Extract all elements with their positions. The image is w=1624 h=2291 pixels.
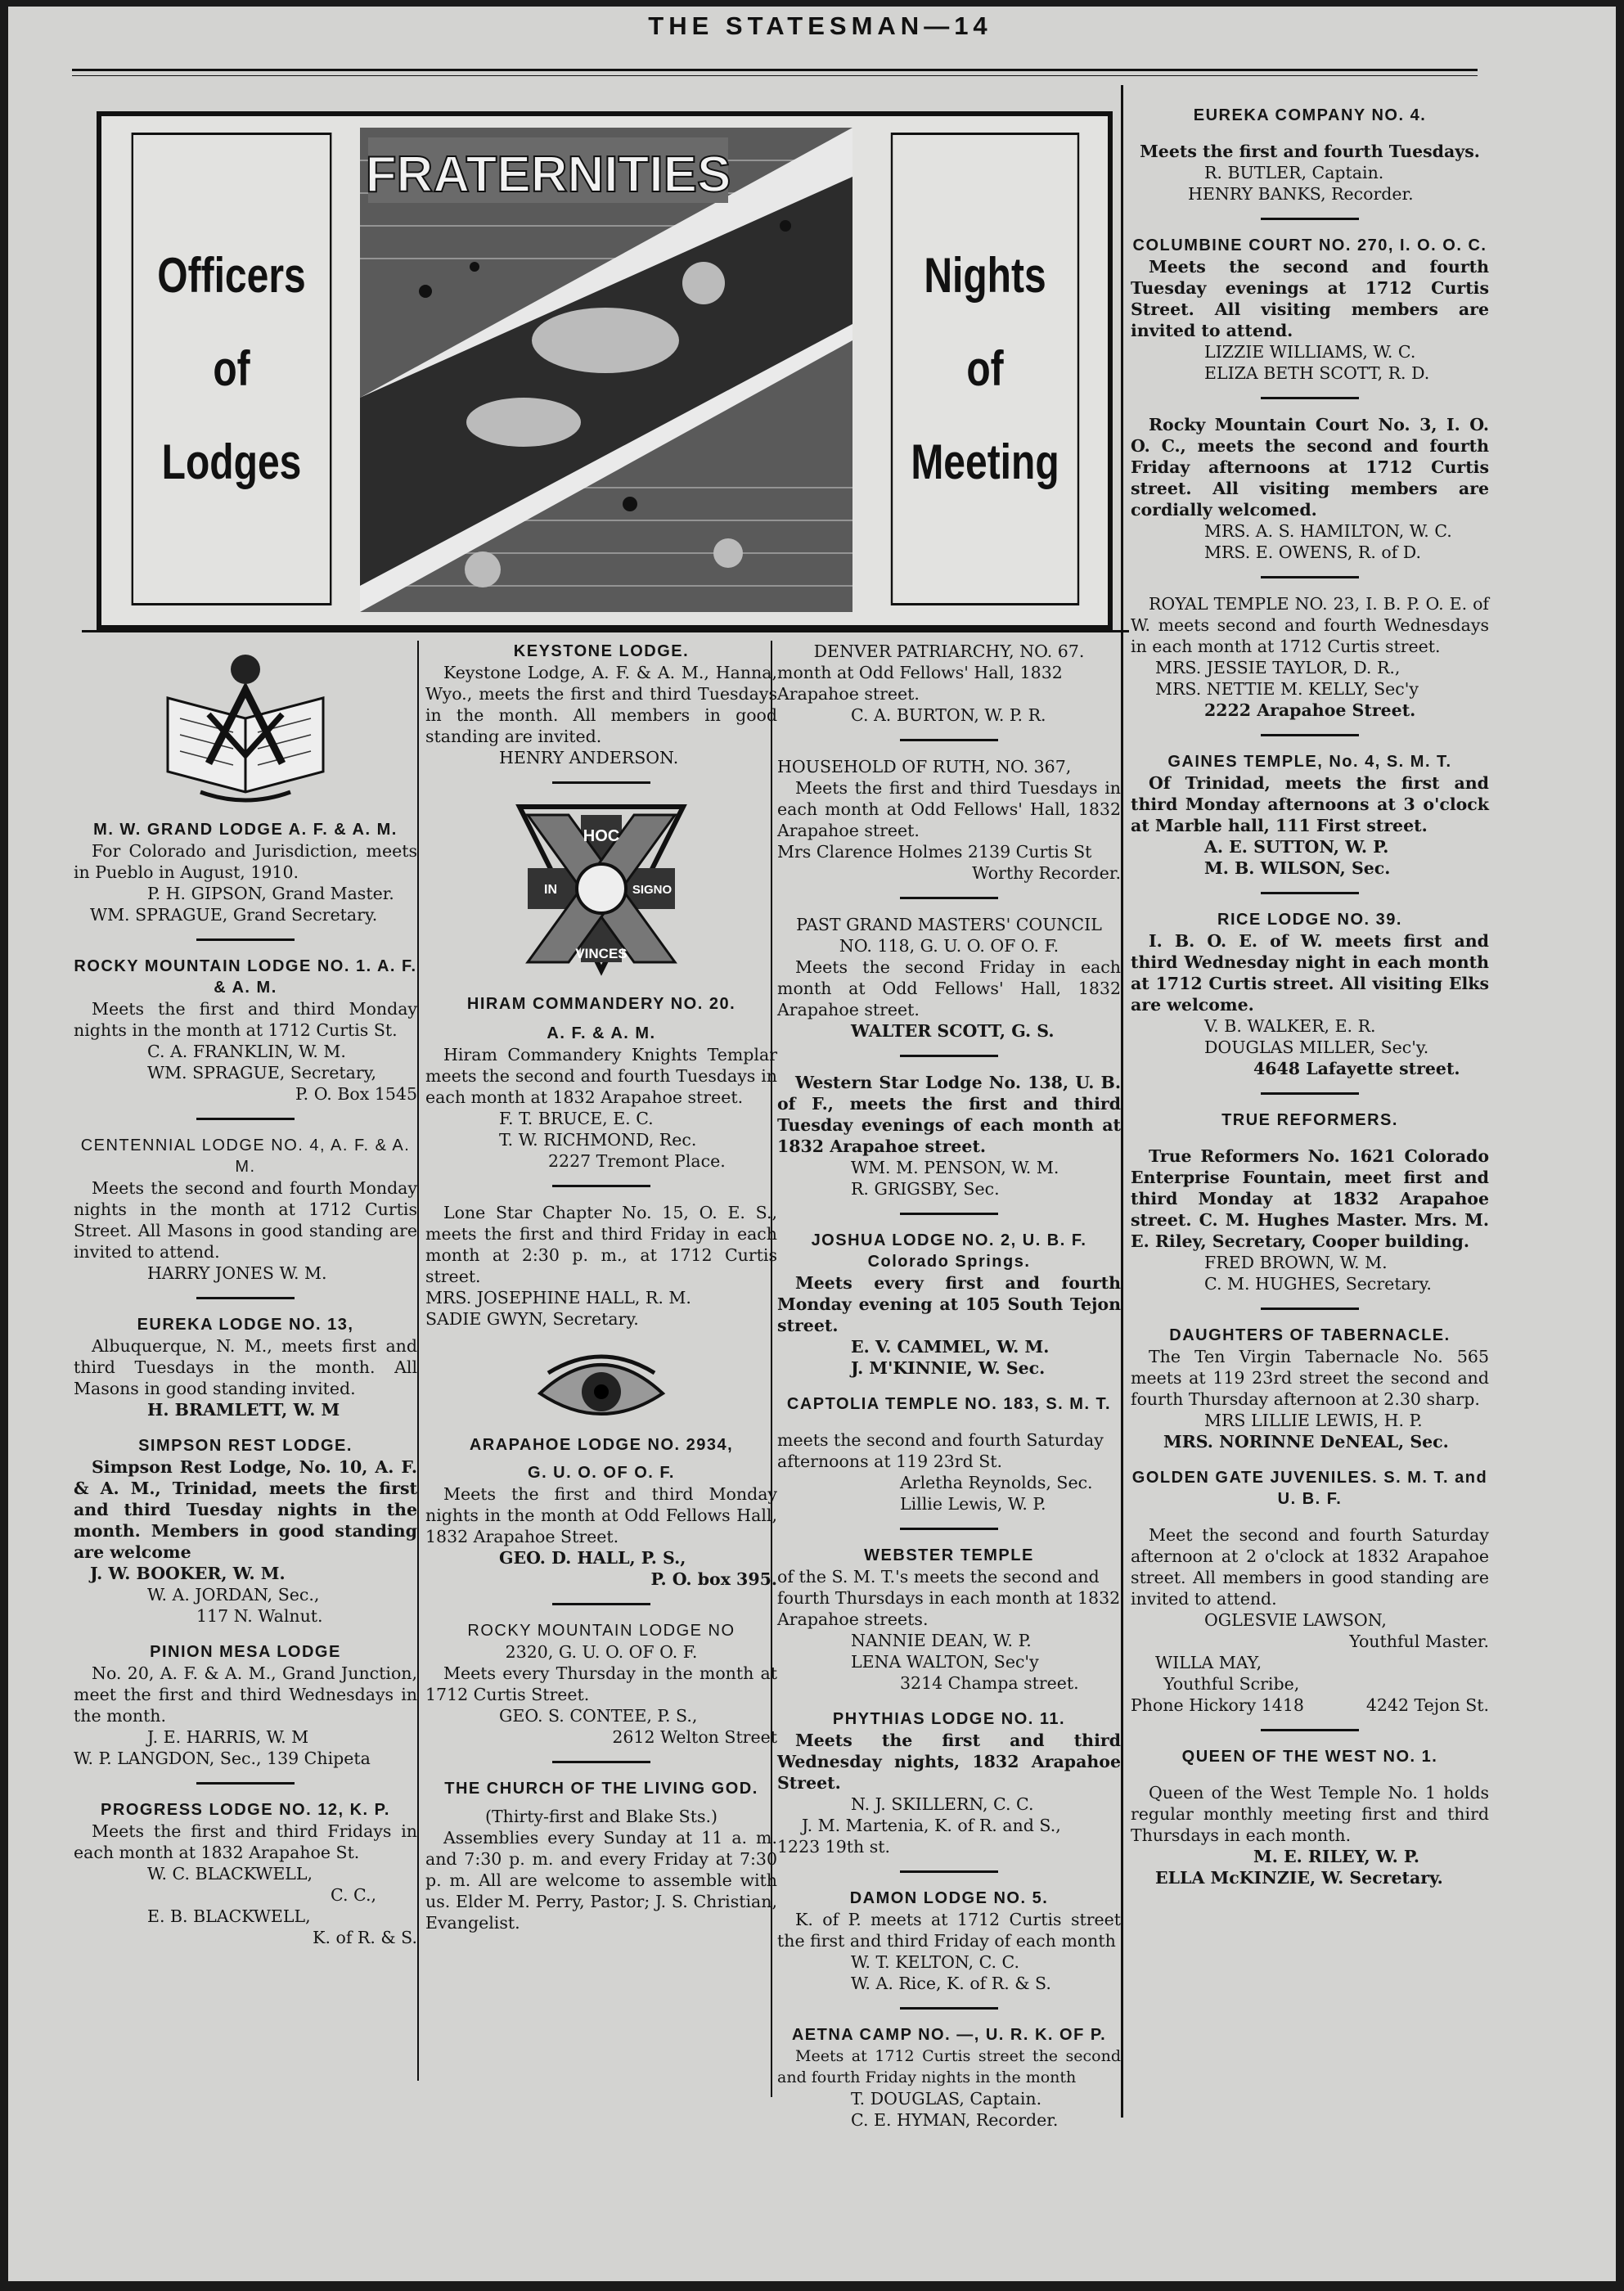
joshua-lodge-sig-2: J. M'KINNIE, W. Sec. [851, 1358, 1046, 1378]
damon-lodge-text: K. of P. meets at 1712 Curtis street the first and third Friday of each month [777, 1910, 1121, 1951]
divider [900, 897, 998, 899]
masthead-rule-thin [72, 75, 1478, 76]
church-living-god-location: (Thirty-first and Blake Sts.) [484, 1807, 718, 1826]
eureka-lodge-text: Albuquerque, N. M., meets first and third Tuesdays in the month. All Masons in good standing invited. [74, 1336, 417, 1398]
rice-lodge-text: I. B. O. E. of W. meets first and third Wednesday night in each month at 1712 Curtis street. All visiting Elks are welcome. [1131, 931, 1489, 1015]
emblem-signo: SIGNO [632, 883, 673, 897]
hiram-commandery-sig-3: 2227 Tremont Place. [548, 1151, 726, 1171]
captolia-temple-heading: CAPTOLIA TEMPLE NO. 183, S. M. T. [786, 1395, 1112, 1413]
fraternities-art-svg [360, 128, 852, 612]
webster-temple-sig-1: NANNIE DEAN, W. P. [851, 1631, 1032, 1650]
rice-lodge-heading: RICE LODGE NO. 39. [1217, 911, 1402, 929]
columbine-court-heading: COLUMBINE COURT NO. 270, I. O. O. C. [1132, 236, 1487, 254]
nights-of-meeting-panel [891, 133, 1079, 605]
aetna-camp-heading: AETNA CAMP NO. —, U. R. K. OF P. [791, 2026, 1107, 2044]
rocky-mountain-lodge-heading: ROCKY MOUNTAIN LODGE NO. 1. A. F. & A. M. [74, 957, 417, 997]
rocky-mountain-court-sig-1: MRS. A. S. HAMILTON, W. C. [1204, 521, 1452, 541]
banner-bottom-rule [82, 630, 1129, 632]
arapahoe-lodge-subheading: G. U. O. OF O. F. [528, 1464, 675, 1482]
rocky-mountain-odd-fellows-text: Meets every Thursday in the month at 1712 Curtis Street. [425, 1663, 777, 1704]
arapahoe-lodge-heading: ARAPAHOE LODGE NO. 2934, [469, 1436, 734, 1454]
golden-gate-juveniles-sig-3: WILLA MAY, [1155, 1653, 1262, 1672]
past-grand-masters-text: Meets the second Friday in each month at Odd Fellows' Hall, 1832 Arapahoe street. [777, 957, 1121, 1019]
divider [196, 1118, 295, 1120]
divider [196, 1782, 295, 1785]
divider [900, 2007, 998, 2010]
hiram-commandery-sig-1: F. T. BRUCE, E. C. [499, 1109, 654, 1128]
rocky-mountain-odd-fellows-sig-2: 2612 Welton Street [612, 1727, 777, 1747]
true-reformers-text: True Reformers No. 1621 Colorado Enterprise Fountain, meet first and third Monday at 1832 Arapahoe street. C. M. Hughes Master. Mrs. M. E. Riley, Secretary, Cooper building. [1131, 1146, 1489, 1251]
rocky-mountain-odd-fellows-heading: ROCKY MOUNTAIN LODGE NO [467, 1622, 736, 1640]
column-4 [1131, 105, 1489, 1888]
grand-lodge-sig-1: P. H. GIPSON, Grand Master. [147, 884, 394, 903]
rice-lodge-sig-1: V. B. WALKER, E. R. [1204, 1016, 1376, 1036]
true-reformers-sig-1: FRED BROWN, W. M. [1204, 1253, 1388, 1272]
emblem-vinces: VINCES [575, 946, 628, 961]
church-living-god-text: Assemblies every Sunday at 11 a. m. and 7:30 p. m. and every Friday at 7:30 p. m. All are welcome to assemble with us. Elder M. Perry, Pastor; J. S. Christian, Evangelist. [425, 1828, 777, 1933]
denver-patriarchy-sig: C. A. BURTON, W. P. R. [851, 705, 1046, 725]
western-star-lodge-sig-1: WM. M. PENSON, W. M. [851, 1158, 1059, 1177]
simpson-rest-sig-1: J. W. BOOKER, W. M. [90, 1564, 286, 1583]
captolia-temple-text: meets the second and fourth Saturday afternoons at 119 23rd St. [777, 1430, 1104, 1471]
damon-lodge-sig-1: W. T. KELTON, C. C. [851, 1952, 1020, 1972]
household-of-ruth-sig-1: Mrs Clarence Holmes 2139 Curtis St [777, 842, 1092, 862]
church-living-god-heading: THE CHURCH OF THE LIVING GOD. [444, 1780, 758, 1798]
divider [1261, 1729, 1359, 1731]
gaines-temple-sig-2: M. B. WILSON, Sec. [1204, 858, 1391, 878]
household-of-ruth-text: Meets the first and third Tuesdays in each month at Odd Fellows' Hall, 1832 Arapahoe street. [777, 778, 1121, 840]
royal-temple-text: ROYAL TEMPLE NO. 23, I. B. P. O. E. of W. meets second and fourth Wednesdays in each month at 1712 Curtis street. [1131, 594, 1489, 656]
column-3 [777, 641, 1121, 2131]
divider [552, 1603, 650, 1605]
columbine-court-sig-1: LIZZIE WILLIAMS, W. C. [1204, 342, 1416, 362]
divider [1261, 892, 1359, 894]
joshua-lodge-text: Meets every first and fourth Monday evening at 105 South Tejon street. [777, 1273, 1121, 1335]
past-grand-masters-sig: WALTER SCOTT, G. S. [851, 1021, 1055, 1041]
phythias-lodge-sig-3: 1223 19th st. [777, 1837, 891, 1857]
progress-lodge-heading: PROGRESS LODGE NO. 12, K. P. [101, 1801, 390, 1819]
eureka-company-text: Meets the first and fourth Tuesdays. [1140, 142, 1480, 161]
hiram-commandery-sig-2: T. W. RICHMOND, Rec. [499, 1130, 697, 1150]
western-star-lodge-sig-2: R. GRIGSBY, Sec. [851, 1179, 1000, 1199]
joshua-lodge-sig-1: E. V. CAMMEL, W. M. [851, 1337, 1050, 1357]
column-2 [425, 641, 777, 1933]
rocky-mountain-lodge-sig-3: P. O. Box 1545 [295, 1084, 417, 1104]
joshua-lodge-heading: JOSHUA LODGE NO. 2, U. B. F. Colorado Springs. [811, 1231, 1087, 1271]
templar-cross-emblem-icon [511, 799, 691, 979]
grand-lodge-sig-2: WM. SPRAGUE, Grand Secretary. [90, 905, 378, 925]
webster-temple-heading: WEBSTER TEMPLE [864, 1546, 1034, 1564]
open-bible-square-compass-icon [151, 641, 340, 804]
aetna-camp-text: Meets at 1712 Curtis street the second and fourth Friday nights in the month [777, 2047, 1121, 2086]
centennial-lodge-sig: HARRY JONES W. M. [147, 1263, 327, 1283]
fraternities-illustration [360, 128, 852, 612]
damon-lodge-sig-2: W. A. Rice, K. of R. & S. [851, 1974, 1051, 1993]
eureka-company-sig-2: HENRY BANKS, Recorder. [1188, 184, 1414, 204]
daughters-tabernacle-sig-2: MRS. NORINNE DeNEAL, Sec. [1163, 1432, 1449, 1452]
pinion-mesa-sig-1: J. E. HARRIS, W. M [147, 1727, 309, 1747]
phythias-lodge-sig-1: N. J. SKILLERN, C. C. [851, 1794, 1034, 1814]
divider [552, 1185, 650, 1187]
captolia-temple-sig-2: Lillie Lewis, W. P. [900, 1494, 1046, 1514]
rice-lodge-sig-2: DOUGLAS MILLER, Sec'y. [1204, 1037, 1429, 1057]
emblem-in: IN [544, 883, 557, 897]
columbine-court-text: Meets the second and fourth Tuesday evenings at 1712 Curtis Street. All visiting members are invited to attend. [1131, 257, 1489, 340]
webster-temple-sig-3: 3214 Champa street. [900, 1673, 1079, 1693]
progress-lodge-sig-4: K. of R. & S. [313, 1928, 417, 1947]
progress-lodge-sig-1: W. C. BLACKWELL, [147, 1864, 313, 1884]
daughters-tabernacle-heading: DAUGHTERS OF TABERNACLE. [1169, 1326, 1451, 1344]
divider [900, 1528, 998, 1530]
pinion-mesa-sig-2: W. P. LANGDON, Sec., 139 Chipeta [74, 1749, 371, 1768]
royal-temple-sig-3: 2222 Arapahoe Street. [1204, 700, 1416, 720]
arapahoe-lodge-sig-2: P. O. box 395. [650, 1569, 777, 1589]
banner-right-line-1: Nights [924, 248, 1046, 303]
column-divider-1 [417, 641, 419, 2081]
simpson-rest-sig-3: 117 N. Walnut. [196, 1606, 323, 1626]
household-of-ruth-heading: HOUSEHOLD OF RUTH, NO. 367, [777, 757, 1072, 776]
hiram-commandery-heading: HIRAM COMMANDERY NO. 20. [466, 995, 736, 1013]
grand-lodge-text: For Colorado and Jurisdiction, meets in Pueblo in August, 1910. [74, 841, 417, 882]
phythias-lodge-sig-2: J. M. Martenia, K. of R. and S., [802, 1816, 1061, 1835]
queen-of-the-west-sig-2: ELLA McKINZIE, W. Secretary. [1155, 1868, 1443, 1888]
damon-lodge-heading: DAMON LODGE NO. 5. [849, 1889, 1049, 1907]
simpson-rest-heading: SIMPSON REST LODGE. [138, 1437, 353, 1455]
keystone-lodge-sig: HENRY ANDERSON. [499, 748, 679, 767]
banner-right-line-3: Meeting [911, 434, 1059, 489]
progress-lodge-text: Meets the first and third Fridays in each month at 1832 Arapahoe St. [74, 1821, 417, 1862]
rocky-mountain-odd-fellows-sig-1: GEO. S. CONTEE, P. S., [499, 1706, 698, 1726]
lone-star-chapter-sig-1: MRS. JOSEPHINE HALL, R. M. [425, 1288, 691, 1308]
golden-gate-juveniles-sig-2: Youthful Master. [1349, 1632, 1489, 1651]
rocky-mountain-lodge-sig-2: WM. SPRAGUE, Secretary, [147, 1063, 377, 1082]
rocky-mountain-lodge-sig-1: C. A. FRANKLIN, W. M. [147, 1042, 346, 1061]
simpson-rest-sig-2: W. A. JORDAN, Sec., [147, 1585, 320, 1605]
queen-of-the-west-heading: QUEEN OF THE WEST NO. 1. [1181, 1748, 1438, 1766]
banner-left-line-2: of [213, 341, 250, 396]
webster-temple-text: of the S. M. T.'s meets the second and fourth Thursdays in each month at 1832 Arapahoe streets. [777, 1567, 1121, 1629]
centennial-lodge-heading: CENTENNIAL LODGE NO. 4, A. F. & A. M. [80, 1136, 411, 1176]
daughters-tabernacle-text: The Ten Virgin Tabernacle No. 565 meets at 119 23rd street the second and fourth Thursday afternoon at 2.30 sharp. [1131, 1347, 1489, 1409]
gaines-temple-text: Of Trinidad, meets the first and third Monday afternoons at 3 o'clock at Marble hall, 111 First street. [1131, 773, 1489, 835]
true-reformers-sig-2: C. M. HUGHES, Secretary. [1204, 1274, 1432, 1294]
royal-temple-sig-1: MRS. JESSIE TAYLOR, D. R., [1155, 658, 1401, 677]
eureka-company-heading: EUREKA COMPANY NO. 4. [1193, 106, 1427, 124]
captolia-temple-sig-1: Arletha Reynolds, Sec. [900, 1473, 1093, 1492]
arapahoe-lodge-sig-1: GEO. D. HALL, P. S., [499, 1548, 686, 1568]
fraternities-banner [97, 111, 1113, 630]
aetna-camp-sig-1: T. DOUGLAS, Captain. [851, 2089, 1042, 2109]
eureka-lodge-heading: EUREKA LODGE NO. 13, [137, 1316, 354, 1334]
columbine-court-sig-2: ELIZA BETH SCOTT, R. D. [1204, 363, 1430, 383]
denver-patriarchy-heading: DENVER PATRIARCHY, NO. 67. [813, 641, 1085, 661]
divider [196, 1297, 295, 1299]
keystone-lodge-text: Keystone Lodge, A. F. & A. M., Hanna, Wyo., meets the first and third Tuesdays in the month. All members in good standing are invited. [425, 663, 777, 746]
true-reformers-heading: TRUE REFORMERS. [1221, 1111, 1398, 1129]
keystone-lodge-heading: KEYSTONE LODGE. [513, 642, 690, 660]
pinion-mesa-heading: PINION MESA LODGE [150, 1643, 341, 1661]
lone-star-chapter-sig-2: SADIE GWYN, Secretary. [425, 1309, 639, 1329]
queen-of-the-west-sig-1: M. E. RILEY, W. P. [1253, 1847, 1420, 1866]
golden-gate-juveniles-text: Meet the second and fourth Saturday afternoon at 2 o'clock at 1832 Arapahoe street. All members in good standing are invited to attend. [1131, 1525, 1489, 1609]
golden-gate-juveniles-phone: Phone Hickory 1418 [1131, 1695, 1304, 1715]
divider [1261, 218, 1359, 220]
all-seeing-eye-icon [532, 1344, 671, 1434]
progress-lodge-sig-3: E. B. BLACKWELL, [147, 1906, 311, 1926]
gaines-temple-sig-1: A. E. SUTTON, W. P. [1204, 837, 1389, 857]
daughters-tabernacle-sig-1: MRS LILLIE LEWIS, H. P. [1204, 1411, 1423, 1430]
divider [1261, 1092, 1359, 1095]
hiram-commandery-subheading: A. F. & A. M. [547, 1024, 656, 1042]
past-grand-masters-heading: PAST GRAND MASTERS' COUNCIL NO. 118, G. U. O. OF O. F. [796, 915, 1102, 956]
centennial-lodge-text: Meets the second and fourth Monday nights in the month at 1712 Curtis Street. All Masons in good standing are invited to attend. [74, 1178, 417, 1262]
rocky-mountain-court-sig-2: MRS. E. OWENS, R. of D. [1204, 542, 1422, 562]
phythias-lodge-text: Meets the first and third Wednesday nights, 1832 Arapahoe Street. [777, 1731, 1121, 1793]
golden-gate-juveniles-heading: GOLDEN GATE JUVENILES. S. M. T. and U. B. F. [1131, 1469, 1488, 1508]
fraternities-title: FRATERNITIES [365, 146, 731, 203]
lone-star-chapter-text: Lone Star Chapter No. 15, O. E. S., meets the first and third Friday in each month at 2:30 p. m., at 1712 Curtis street. [425, 1203, 777, 1286]
emblem-hoc: HOC [583, 827, 620, 845]
officers-of-lodges-panel [132, 133, 332, 605]
webster-temple-sig-2: LENA WALTON, Sec'y [851, 1652, 1039, 1672]
aetna-camp-sig-2: C. E. HYMAN, Recorder. [851, 2110, 1059, 2130]
divider [1261, 1308, 1359, 1310]
royal-temple-sig-2: MRS. NETTIE M. KELLY, Sec'y [1155, 679, 1419, 699]
divider [900, 739, 998, 741]
divider [1261, 734, 1359, 736]
household-of-ruth-sig-2: Worthy Recorder. [972, 863, 1121, 883]
eureka-lodge-sig: H. BRAMLETT, W. M [147, 1400, 340, 1420]
column-1 [74, 641, 417, 1948]
denver-patriarchy-text: month at Odd Fellows' Hall, 1832 Arapahoe street. [777, 663, 1063, 704]
masthead: THE STATESMAN—14 [648, 11, 992, 40]
divider [900, 1055, 998, 1057]
hiram-commandery-text: Hiram Commandery Knights Templar meets the second and fourth Tuesdays in each month at 1832 Arapahoe street. [425, 1045, 777, 1107]
rocky-mountain-lodge-text: Meets the first and third Monday nights in the month at 1712 Curtis St. [74, 999, 417, 1040]
golden-gate-juveniles-sig-1: OGLESVIE LAWSON, [1204, 1610, 1387, 1630]
golden-gate-juveniles-sig-4: Youthful Scribe, [1163, 1674, 1300, 1694]
divider [552, 781, 650, 784]
banner-left-line-1: Officers [157, 248, 306, 303]
queen-of-the-west-text: Queen of the West Temple No. 1 holds regular monthly meeting first and third Thursdays in each month. [1131, 1783, 1489, 1845]
rocky-mountain-odd-fellows-subheading: 2320, G. U. O. OF O. F. [505, 1642, 698, 1662]
divider [1261, 397, 1359, 399]
golden-gate-juveniles-address: 4242 Tejon St. [1365, 1695, 1489, 1715]
pinion-mesa-text: No. 20, A. F. & A. M., Grand Junction, meet the first and third Wednesdays in the month. [74, 1663, 417, 1726]
simpson-rest-text: Simpson Rest Lodge, No. 10, A. F. & A. M., Trinidad, meets the first and third Tuesday nights in the month. Members in good standing are welcome [74, 1457, 417, 1562]
grand-lodge-heading: M. W. GRAND LODGE A. F. & A. M. [93, 821, 398, 839]
divider [900, 1213, 998, 1215]
western-star-lodge-text: Western Star Lodge No. 138, U. B. of F., meets the first and third Tuesday evenings of each month at 1832 Arapahoe street. [777, 1073, 1121, 1156]
banner-right-line-2: of [966, 341, 1004, 396]
divider [552, 1761, 650, 1763]
arapahoe-lodge-text: Meets the first and third Monday nights in the month at Odd Fellows Hall, 1832 Arapahoe Street. [425, 1484, 777, 1546]
progress-lodge-sig-2: C. C., [331, 1885, 376, 1905]
rice-lodge-sig-3: 4648 Lafayette street. [1253, 1059, 1460, 1078]
masthead-rule [72, 69, 1478, 71]
divider [1261, 576, 1359, 578]
column-divider-4 [1121, 85, 1123, 2118]
divider [900, 1870, 998, 1873]
banner-left-line-3: Lodges [161, 434, 302, 489]
gaines-temple-heading: GAINES TEMPLE, No. 4, S. M. T. [1167, 753, 1452, 771]
phythias-lodge-heading: PHYTHIAS LODGE NO. 11. [832, 1710, 1066, 1728]
eureka-company-sig-1: R. BUTLER, Captain. [1204, 163, 1384, 182]
rocky-mountain-court-text: Rocky Mountain Court No. 3, I. O. O. C., meets the second and fourth Friday afternoons at 1712 Curtis street. All visiting members are cordially welcomed. [1131, 415, 1489, 520]
divider [196, 938, 295, 941]
newspaper-page [8, 7, 1616, 2281]
